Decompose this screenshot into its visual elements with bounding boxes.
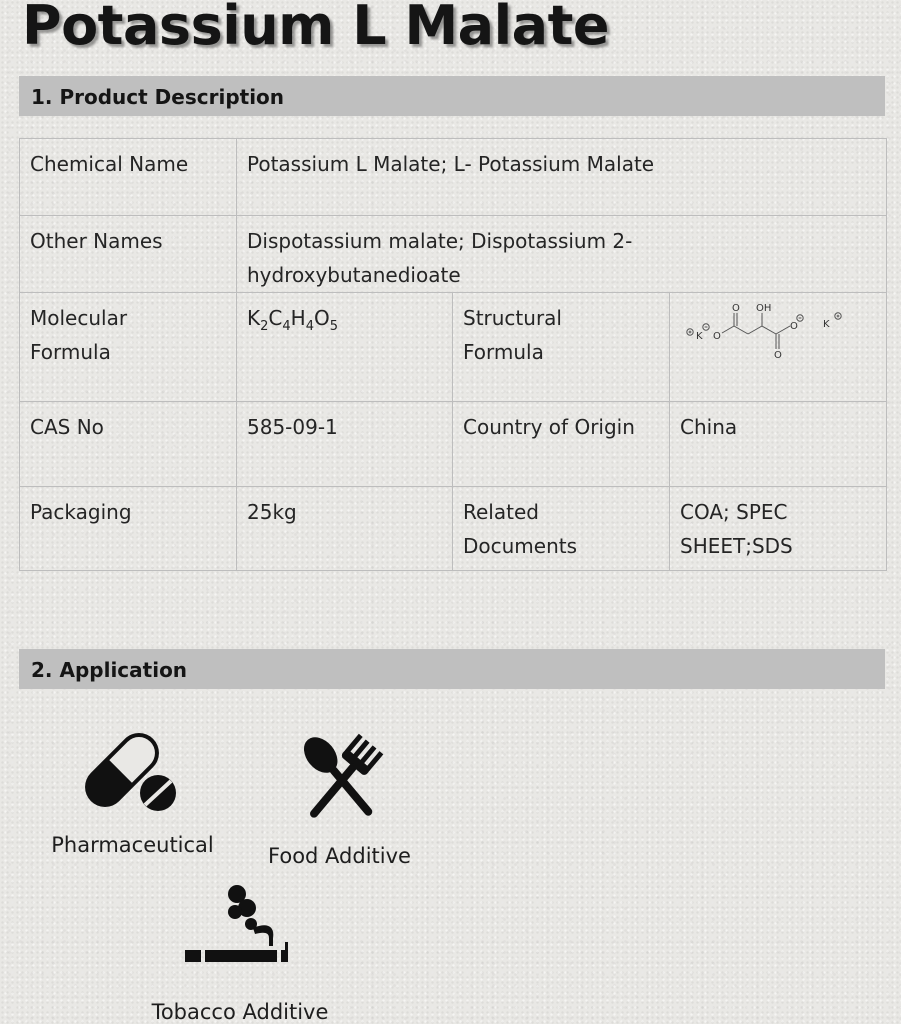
struct-atom-o-minus-right: O	[790, 321, 798, 332]
table-row	[20, 216, 887, 293]
application-label: Tobacco Additive	[151, 1000, 329, 1024]
struct-atom-o-minus-left: O	[713, 331, 721, 342]
country-of-origin-label: Country of Origin	[453, 402, 670, 487]
molecular-formula-value	[237, 293, 453, 402]
related-documents-value-line-1: COA; SPEC	[680, 500, 788, 524]
formula-o-count: 5	[329, 319, 339, 334]
other-names-value	[237, 216, 887, 293]
section-header-application: 2. Application	[19, 649, 885, 689]
other-names-label: Other Names	[20, 216, 237, 293]
application-pharmaceutical	[40, 725, 225, 857]
struct-atom-k-left: K	[696, 331, 703, 342]
formula-k: K	[247, 306, 261, 330]
related-documents-label	[453, 487, 670, 571]
structural-formula-label-line-1: Structural	[463, 306, 562, 330]
related-documents-label-line-2: Documents	[463, 534, 578, 558]
application-tobacco-additive	[140, 882, 340, 1024]
other-names-line-2: hydroxybutanedioate	[247, 263, 461, 287]
formula-c: C	[268, 306, 283, 330]
chemical-name-label: Chemical Name	[20, 139, 237, 216]
section-header-product-description: 1. Product Description	[19, 76, 885, 116]
cas-no-label: CAS No	[20, 402, 237, 487]
page-title: Potassium L Malate	[22, 0, 610, 57]
cas-no-value: 585-09-1	[237, 402, 453, 487]
struct-atom-o-top: O	[732, 303, 740, 314]
packaging-value: 25kg	[237, 487, 453, 571]
application-food-additive	[252, 728, 427, 868]
related-documents-label-line-1: Related	[463, 500, 539, 524]
structural-formula-label	[453, 293, 670, 402]
packaging-label: Packaging	[20, 487, 237, 571]
structural-formula-diagram	[676, 299, 872, 359]
struct-atom-k-right: K	[823, 319, 830, 330]
application-label: Food Additive	[268, 844, 411, 868]
table-row	[20, 402, 887, 487]
struct-atom-oh: OH	[756, 303, 772, 314]
product-spec-table	[19, 138, 887, 571]
molecular-formula-label-line-2: Formula	[30, 340, 111, 364]
other-names-line-1: Dispotassium malate; Dispotassium 2-	[247, 229, 633, 253]
pill-capsule-icon	[78, 725, 188, 815]
table-row	[20, 293, 887, 402]
related-documents-value-line-2: SHEET;SDS	[680, 534, 793, 558]
formula-h: H	[290, 306, 306, 330]
struct-atom-o-bottom: O	[774, 350, 782, 359]
formula-k-count: 2	[260, 319, 269, 334]
application-label: Pharmaceutical	[51, 833, 214, 857]
molecular-formula-label-line-1: Molecular	[30, 306, 128, 330]
table-row	[20, 139, 887, 216]
related-documents-value	[670, 487, 887, 571]
country-of-origin-value: China	[670, 402, 887, 487]
spoon-fork-icon	[280, 728, 400, 828]
chemical-name-value: Potassium L Malate; L- Potassium Malate	[237, 139, 887, 216]
structural-formula-cell	[670, 293, 887, 402]
cigarette-icon	[185, 882, 295, 972]
structural-formula-label-line-2: Formula	[463, 340, 544, 364]
formula-h-count: 4	[305, 319, 314, 334]
formula-o: O	[313, 306, 330, 330]
molecular-formula-label	[20, 293, 237, 402]
table-row	[20, 487, 887, 571]
formula-c-count: 4	[282, 319, 291, 334]
